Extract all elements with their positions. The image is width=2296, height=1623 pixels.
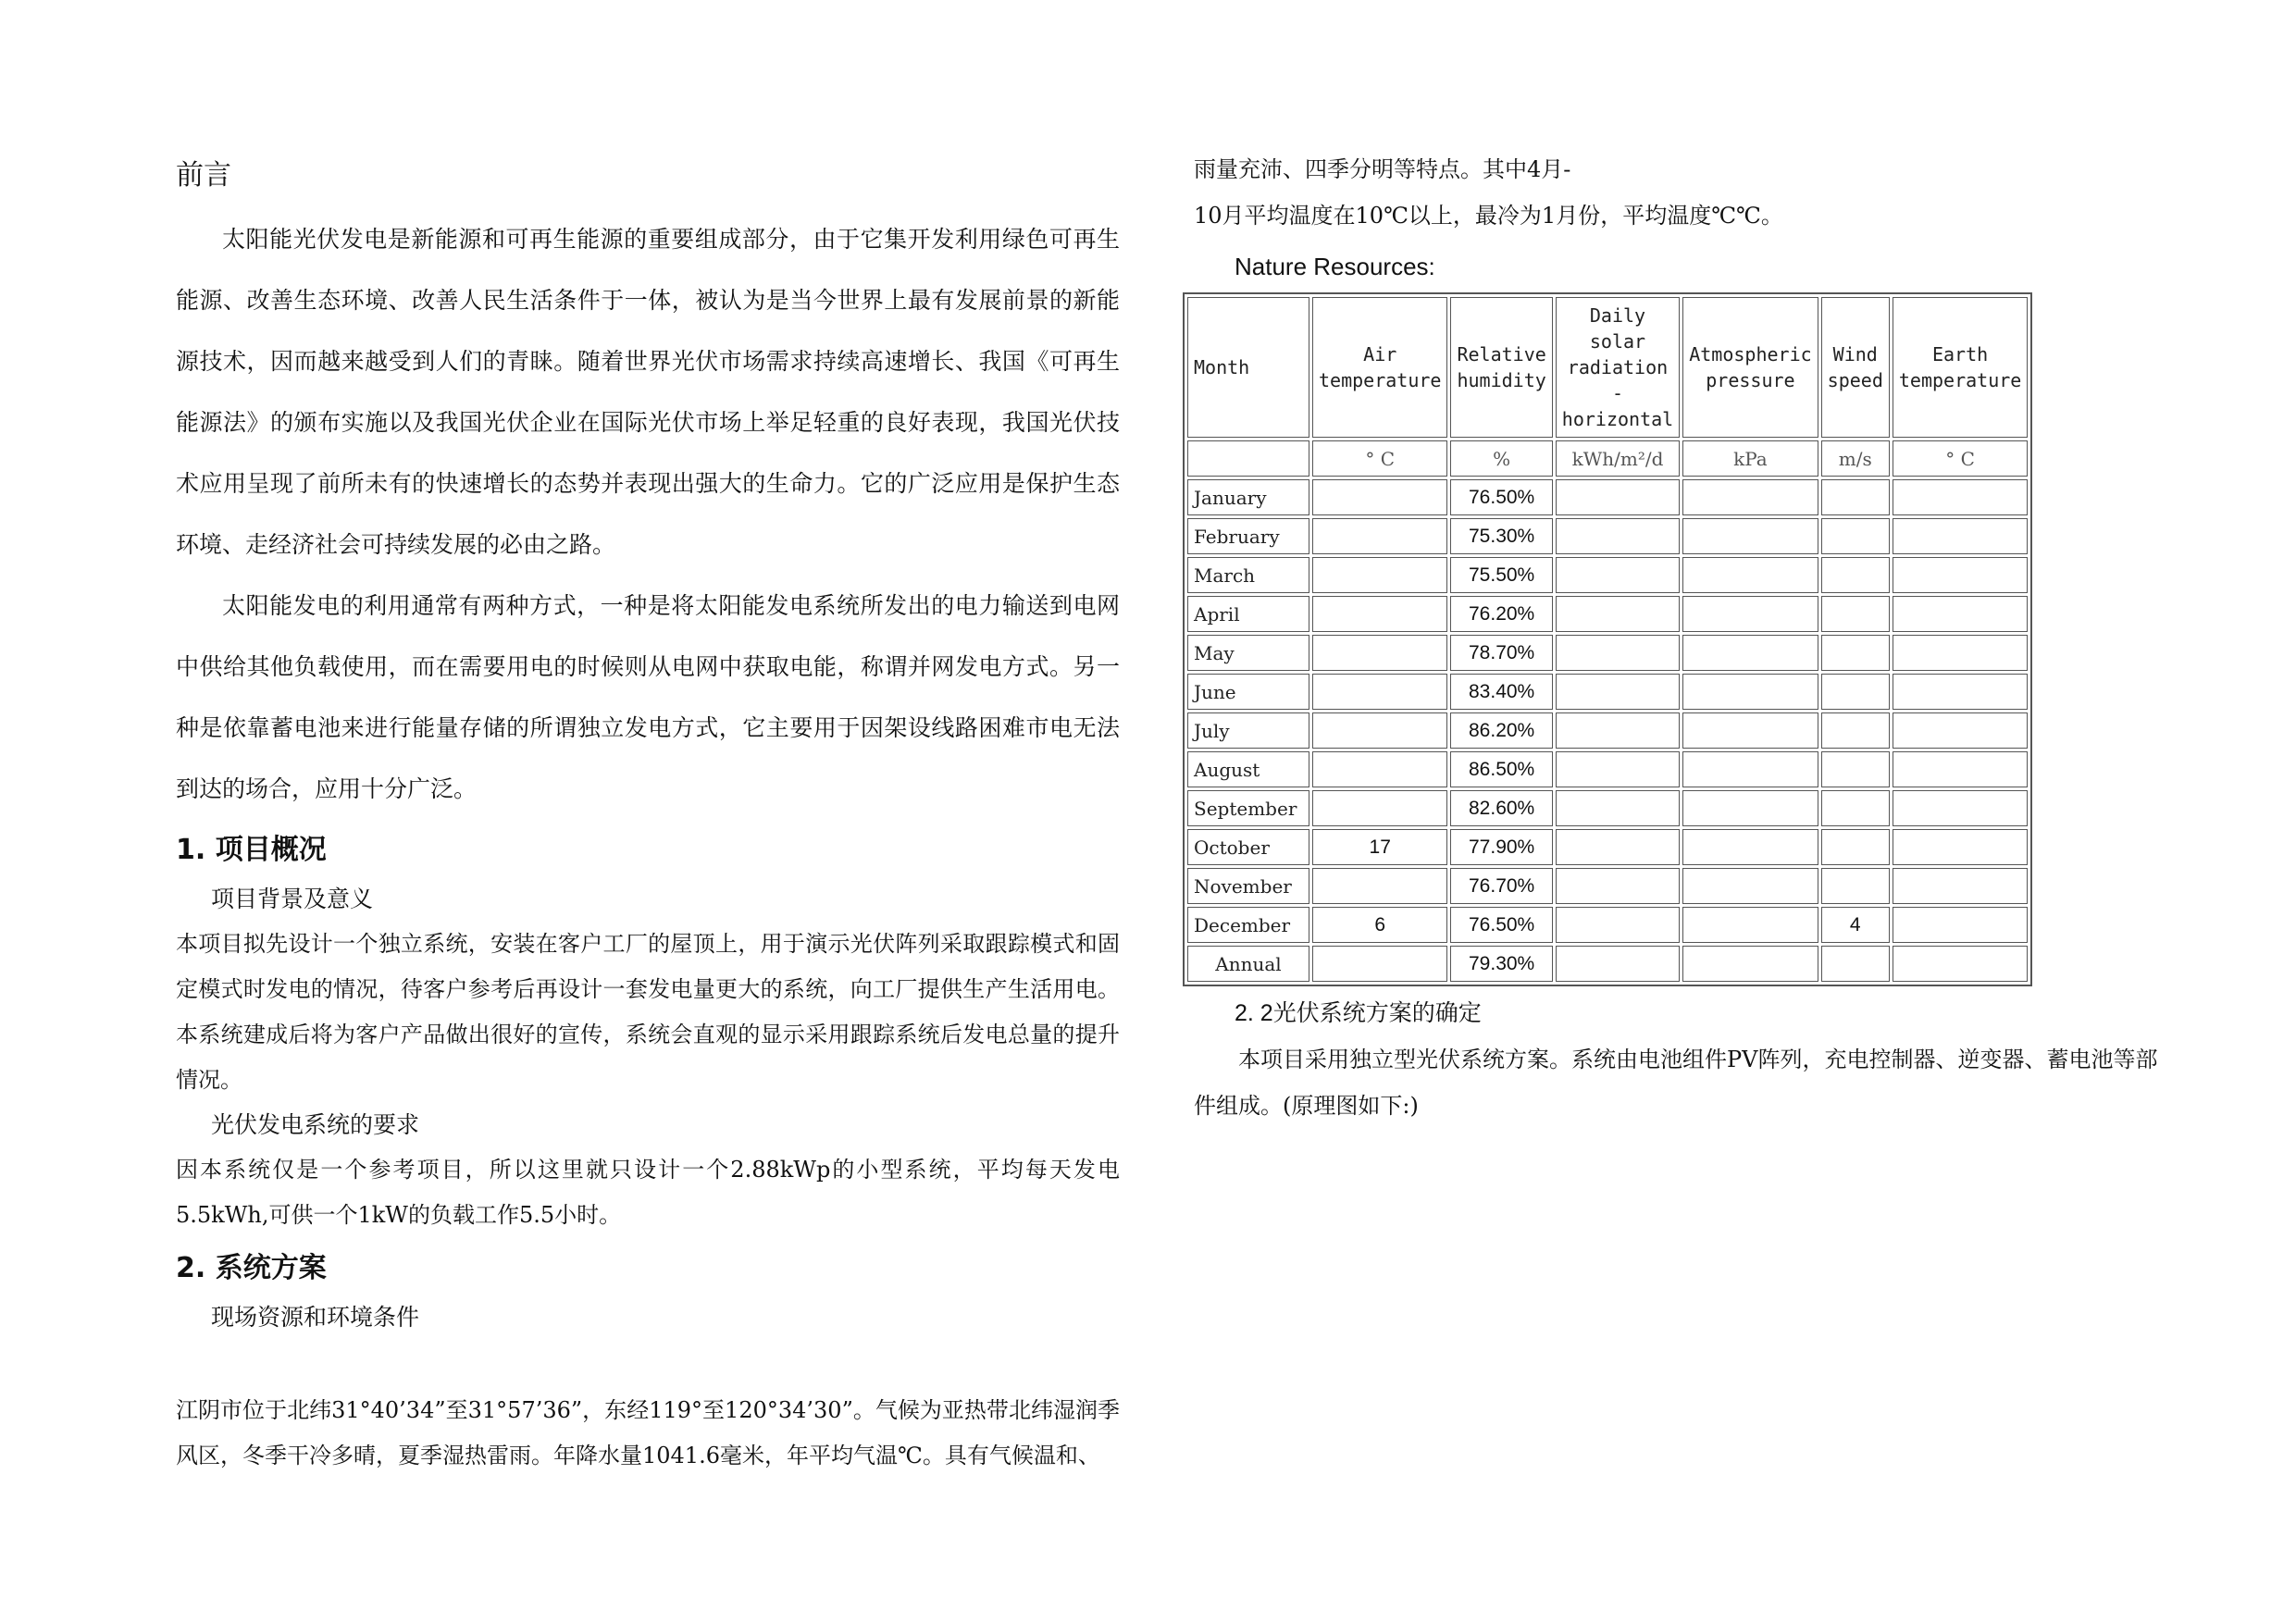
cell-air xyxy=(1312,518,1447,554)
cell-earth xyxy=(1893,596,2028,632)
table-row xyxy=(1187,829,2028,865)
cell-air xyxy=(1312,674,1447,710)
cell-wind xyxy=(1821,829,1890,865)
cell-radiation xyxy=(1556,596,1680,632)
section-2-2-paragraph: 本项目采用独立型光伏系统方案。系统由电池组件PV阵列，充电控制器、逆变器、蓄电池等部件组成。(原理图如下:) xyxy=(1194,1047,2158,1119)
section-2-title: 2. 系统方案 xyxy=(176,1252,327,1284)
cell-month: March xyxy=(1187,557,1309,593)
cell-month: Annual xyxy=(1187,946,1309,982)
cell-air: 6 xyxy=(1312,907,1447,943)
cell-earth xyxy=(1893,674,2028,710)
header-relative-humidity: Relative humidity xyxy=(1450,297,1552,438)
cell-earth xyxy=(1893,712,2028,749)
subsection-site-conditions-title: 现场资源和环境条件 xyxy=(211,1304,420,1331)
table-row xyxy=(1187,479,2028,515)
cell-humidity: 76.70% xyxy=(1450,868,1552,904)
cell-month: August xyxy=(1187,751,1309,787)
cell-air xyxy=(1312,479,1447,515)
table-row xyxy=(1187,946,2028,982)
cell-humidity: 82.60% xyxy=(1450,790,1552,826)
cell-wind xyxy=(1821,946,1890,982)
cell-wind xyxy=(1821,596,1890,632)
cell-pressure xyxy=(1682,479,1818,515)
table-row xyxy=(1187,751,2028,787)
cell-air: 17 xyxy=(1312,829,1447,865)
cell-wind xyxy=(1821,712,1890,749)
cell-pressure xyxy=(1682,907,1818,943)
cell-earth xyxy=(1893,868,2028,904)
spacer xyxy=(176,1340,1120,1388)
cell-humidity: 75.50% xyxy=(1450,557,1552,593)
cell-radiation xyxy=(1556,790,1680,826)
cell-air xyxy=(1312,635,1447,671)
unit-air-temperature: ° C xyxy=(1312,440,1447,477)
table-units-row xyxy=(1187,440,2028,477)
preface-paragraph-2: 太阳能发电的利用通常有两种方式，一种是将太阳能发电系统所发出的电力输送到电网中供给其他负载使用，而在需要用电的时候则从电网中获取电能，称谓并网发电方式。另一种是依靠蓄电池来进行能量存储的所谓独立发电方式，它主要用于因架设线路困难市电无法到达的场合，应用十分广泛。 xyxy=(176,592,1120,802)
cell-month: May xyxy=(1187,635,1309,671)
table-row xyxy=(1187,790,2028,826)
header-month: Month xyxy=(1187,297,1309,438)
table-row xyxy=(1187,907,2028,943)
cell-air xyxy=(1312,596,1447,632)
table-row xyxy=(1187,712,2028,749)
cell-radiation xyxy=(1556,829,1680,865)
cell-humidity: 76.20% xyxy=(1450,596,1552,632)
climate-continued-line-1: 雨量充沛、四季分明等特点。其中4月- xyxy=(1194,156,1571,182)
right-column xyxy=(1194,146,2166,1129)
unit-earth-temperature: ° C xyxy=(1893,440,2028,477)
cell-humidity: 78.70% xyxy=(1450,635,1552,671)
table-row xyxy=(1187,557,2028,593)
unit-relative-humidity: % xyxy=(1450,440,1552,477)
cell-month: July xyxy=(1187,712,1309,749)
cell-pressure xyxy=(1682,829,1818,865)
cell-earth xyxy=(1893,557,2028,593)
cell-air xyxy=(1312,868,1447,904)
cell-month: November xyxy=(1187,868,1309,904)
cell-pressure xyxy=(1682,518,1818,554)
cell-month: April xyxy=(1187,596,1309,632)
cell-wind xyxy=(1821,518,1890,554)
table-row xyxy=(1187,596,2028,632)
subsection-requirements-title: 光伏发电系统的要求 xyxy=(211,1111,420,1138)
cell-earth xyxy=(1893,829,2028,865)
cell-month: December xyxy=(1187,907,1309,943)
cell-humidity: 86.20% xyxy=(1450,712,1552,749)
cell-humidity: 76.50% xyxy=(1450,907,1552,943)
cell-month: January xyxy=(1187,479,1309,515)
cell-radiation xyxy=(1556,557,1680,593)
background-paragraph: 本项目拟先设计一个独立系统，安装在客户工厂的屋顶上，用于演示光伏阵列采取跟踪模式和固定模式时发电的情况，待客户参考后再设计一套发电量更大的系统，向工厂提供生产生活用电。本系统建成后将为客户产品做出很好的宣传，系统会直观的显示采用跟踪系统后发电总量的提升情况。 xyxy=(176,931,1120,1093)
unit-month xyxy=(1187,440,1309,477)
cell-humidity: 79.30% xyxy=(1450,946,1552,982)
cell-wind xyxy=(1821,557,1890,593)
table-header-row xyxy=(1187,297,2028,438)
header-daily-solar-radiation: Daily solar radiation - horizontal xyxy=(1556,297,1680,438)
cell-humidity: 77.90% xyxy=(1450,829,1552,865)
unit-wind-speed: m/s xyxy=(1821,440,1890,477)
cell-earth xyxy=(1893,479,2028,515)
cell-wind: 4 xyxy=(1821,907,1890,943)
cell-month: October xyxy=(1187,829,1309,865)
cell-humidity: 75.30% xyxy=(1450,518,1552,554)
cell-wind xyxy=(1821,868,1890,904)
cell-radiation xyxy=(1556,868,1680,904)
cell-earth xyxy=(1893,751,2028,787)
left-column xyxy=(176,148,1120,1479)
cell-wind xyxy=(1821,751,1890,787)
cell-earth xyxy=(1893,635,2028,671)
cell-radiation xyxy=(1556,479,1680,515)
cell-earth xyxy=(1893,946,2028,982)
cell-humidity: 86.50% xyxy=(1450,751,1552,787)
cell-wind xyxy=(1821,479,1890,515)
nature-resources-table xyxy=(1183,292,2032,986)
cell-pressure xyxy=(1682,868,1818,904)
cell-radiation xyxy=(1556,518,1680,554)
cell-earth xyxy=(1893,518,2028,554)
cell-month: February xyxy=(1187,518,1309,554)
header-atmospheric-pressure: Atmospheric pressure xyxy=(1682,297,1818,438)
cell-pressure xyxy=(1682,557,1818,593)
table-row xyxy=(1187,518,2028,554)
cell-humidity: 83.40% xyxy=(1450,674,1552,710)
cell-wind xyxy=(1821,790,1890,826)
cell-month: June xyxy=(1187,674,1309,710)
climate-continued-line-2: 10月平均温度在10℃以上，最冷为1月份，平均温度℃℃。 xyxy=(1194,203,1783,229)
cell-air xyxy=(1312,751,1447,787)
cell-pressure xyxy=(1682,790,1818,826)
nature-resources-title: Nature Resources: xyxy=(1235,253,1435,280)
preface-paragraph-1: 太阳能光伏发电是新能源和可再生能源的重要组成部分，由于它集开发利用绿色可再生能源、改善生态环境、改善人民生活条件于一体，被认为是当今世界上最有发展前景的新能源技术，因而越来越受到人们的青睐。随着世界光伏市场需求持续高速增长、我国《可再生能源法》的颁布实施以及我国光伏企业在国际光伏市场上举足轻重的良好表现，我国光伏技术应用呈现了前所未有的快速增长的态势并表现出强大的生命力。它的广泛应用是保护生态环境、走经济社会可持续发展的必由之路。 xyxy=(176,226,1120,558)
preface-title: 前言 xyxy=(176,159,231,192)
cell-pressure xyxy=(1682,674,1818,710)
section-2-2-title: 2. 2光伏系统方案的确定 xyxy=(1235,1000,1482,1026)
section-1-title: 1. 项目概况 xyxy=(176,834,327,866)
header-earth-temperature: Earth temperature xyxy=(1893,297,2028,438)
cell-earth xyxy=(1893,790,2028,826)
table-row xyxy=(1187,674,2028,710)
cell-humidity: 76.50% xyxy=(1450,479,1552,515)
cell-radiation xyxy=(1556,635,1680,671)
cell-air xyxy=(1312,557,1447,593)
unit-daily-solar-radiation: kWh/m²/d xyxy=(1556,440,1680,477)
cell-air xyxy=(1312,712,1447,749)
cell-air xyxy=(1312,790,1447,826)
table-row xyxy=(1187,868,2028,904)
cell-pressure xyxy=(1682,635,1818,671)
cell-pressure xyxy=(1682,946,1818,982)
cell-earth xyxy=(1893,907,2028,943)
cell-pressure xyxy=(1682,751,1818,787)
header-wind-speed: Wind speed xyxy=(1821,297,1890,438)
requirements-paragraph: 因本系统仅是一个参考项目，所以这里就只设计一个2.88kWp的小型系统，平均每天发电5.5kWh,可供一个1kW的负载工作5.5小时。 xyxy=(176,1157,1120,1228)
cell-radiation xyxy=(1556,751,1680,787)
cell-pressure xyxy=(1682,712,1818,749)
subsection-background-title: 项目背景及意义 xyxy=(211,886,374,912)
cell-wind xyxy=(1821,674,1890,710)
cell-pressure xyxy=(1682,596,1818,632)
cell-wind xyxy=(1821,635,1890,671)
cell-month: September xyxy=(1187,790,1309,826)
cell-air xyxy=(1312,946,1447,982)
cell-radiation xyxy=(1556,907,1680,943)
cell-radiation xyxy=(1556,712,1680,749)
cell-radiation xyxy=(1556,946,1680,982)
site-conditions-paragraph: 江阴市位于北纬31°40’34”至31°57’36”，东经119°至120°34’30”。气候为亚热带北纬湿润季风区，冬季干冷多晴，夏季湿热雷雨。年降水量1041.6毫米，年平均气温℃。具有气候温和、 xyxy=(176,1397,1120,1468)
cell-radiation xyxy=(1556,674,1680,710)
unit-atmospheric-pressure: kPa xyxy=(1682,440,1818,477)
table-row xyxy=(1187,635,2028,671)
header-air-temperature: Air temperature xyxy=(1312,297,1447,438)
